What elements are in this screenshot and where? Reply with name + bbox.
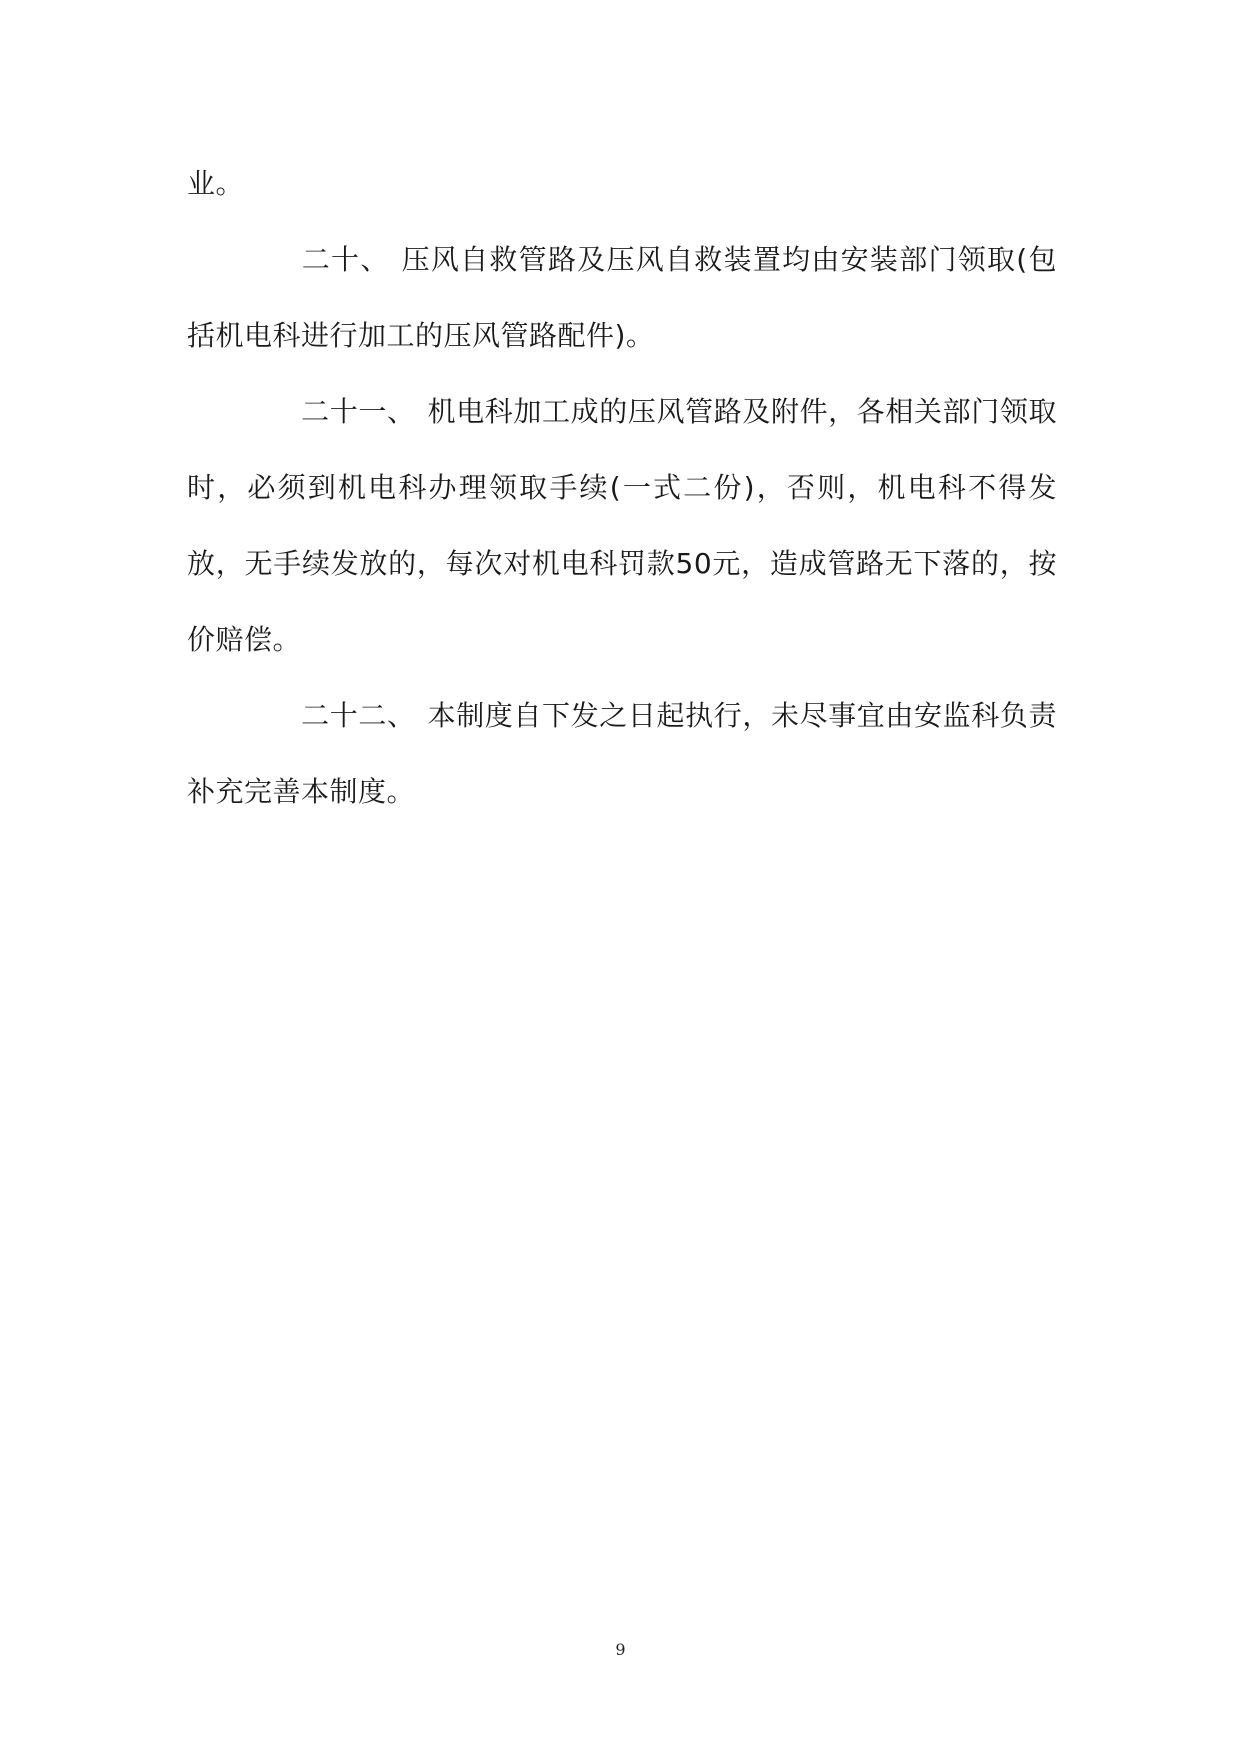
paragraph-text: 本制度自下发之日起执行，未尽事宜由安监科负责补充完善本制度。 — [187, 699, 1057, 808]
paragraph-article-21 — [187, 374, 1057, 678]
article-number: 二十一、 — [301, 395, 416, 428]
paragraph-continuation — [187, 146, 1057, 222]
paragraph-text: 业。 — [187, 167, 245, 200]
document-body — [187, 146, 1057, 830]
paragraph-text: 机电科加工成的压风管路及附件，各相关部门领取时，必须到机电科办理领取手续(一式二份)，否则，机电科不得发放，无手续发放的，每次对机电科罚款50元，造成管路无下落的，按价赔偿。 — [187, 395, 1057, 656]
paragraph-article-22 — [187, 678, 1057, 830]
article-number: 二十、 — [301, 243, 390, 276]
article-number: 二十二、 — [301, 699, 416, 732]
paragraph-article-20 — [187, 222, 1057, 374]
page-number: 9 — [615, 1640, 626, 1659]
paragraph-text: 压风自救管路及压风自救装置均由安装部门领取(包括机电科进行加工的压风管路配件)。 — [187, 243, 1057, 352]
